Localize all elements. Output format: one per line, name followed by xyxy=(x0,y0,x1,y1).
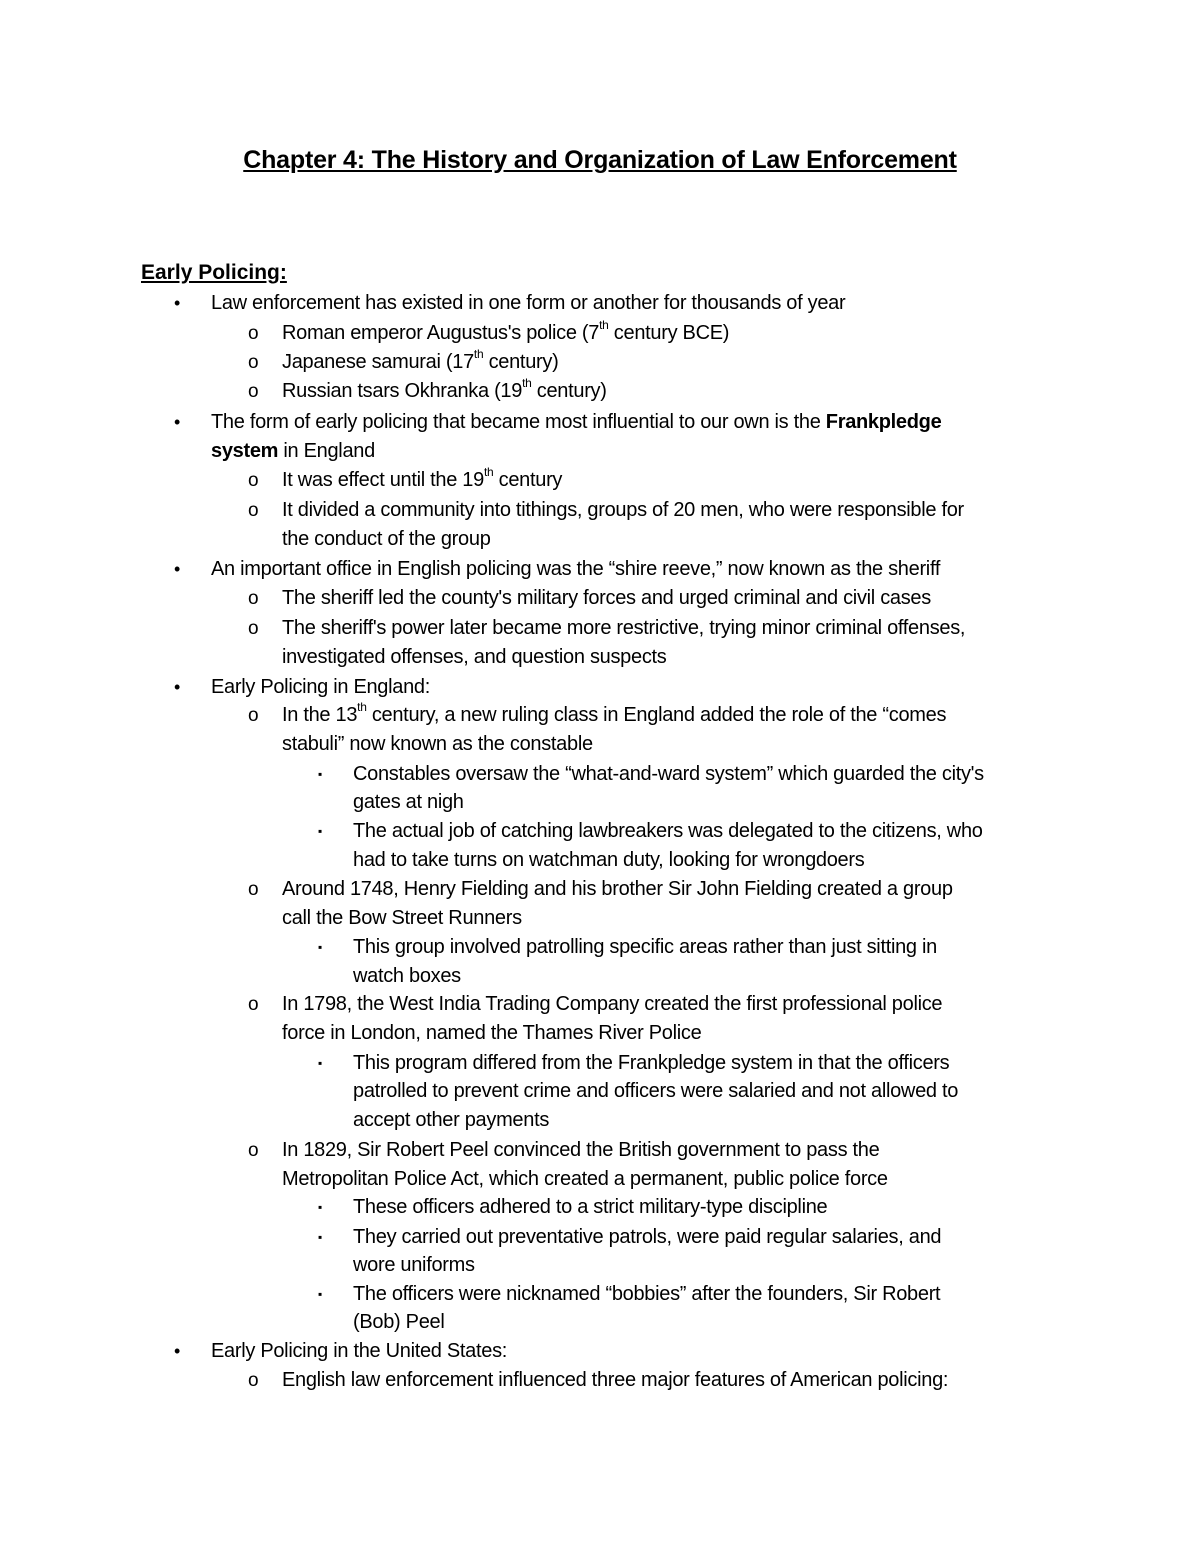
section-heading: Early Policing: xyxy=(141,261,287,284)
bullet-icon: • xyxy=(174,1341,181,1361)
list-item-continuation: system in England xyxy=(211,440,375,462)
circle-bullet-icon: o xyxy=(248,500,259,521)
list-item-continuation: accept other payments xyxy=(353,1109,550,1131)
circle-bullet-icon: o xyxy=(248,879,259,900)
square-bullet-icon: ▪ xyxy=(318,824,323,838)
list-item: Russian tsars Okhranka (19th century) xyxy=(282,376,607,402)
list-item: Roman emperor Augustus's police (7th century BCE) xyxy=(282,318,730,344)
list-item-continuation: gates at nigh xyxy=(353,791,464,813)
document-title: Chapter 4: The History and Organization of Law Enforcement xyxy=(243,146,957,174)
list-item: This program differed from the Frankpledge system in that the officers xyxy=(353,1052,950,1074)
list-item: Law enforcement has existed in one form or another for thousands of year xyxy=(211,292,846,314)
list-item-continuation: force in London, named the Thames River Police xyxy=(282,1022,702,1044)
list-item: These officers adhered to a strict military-type discipline xyxy=(353,1196,828,1218)
list-item: The actual job of catching lawbreakers was delegated to the citizens, who xyxy=(353,820,983,842)
square-bullet-icon: ▪ xyxy=(318,940,323,954)
list-item-continuation: watch boxes xyxy=(353,965,461,987)
list-item-continuation: (Bob) Peel xyxy=(353,1311,445,1333)
list-item-continuation: call the Bow Street Runners xyxy=(282,907,522,929)
list-item: English law enforcement influenced three major features of American policing: xyxy=(282,1369,949,1391)
list-item-continuation: the conduct of the group xyxy=(282,528,491,550)
list-item: They carried out preventative patrols, were paid regular salaries, and xyxy=(353,1226,942,1248)
circle-bullet-icon: o xyxy=(248,994,259,1015)
list-item: Around 1748, Henry Fielding and his brother Sir John Fielding created a group xyxy=(282,878,953,900)
list-item: In 1798, the West India Trading Company created the first professional police xyxy=(282,993,943,1015)
list-item: Early Policing in England: xyxy=(211,676,430,698)
circle-bullet-icon: o xyxy=(248,323,259,344)
circle-bullet-icon: o xyxy=(248,618,259,639)
square-bullet-icon: ▪ xyxy=(318,1230,323,1244)
circle-bullet-icon: o xyxy=(248,1370,259,1391)
bullet-icon: • xyxy=(174,293,181,313)
circle-bullet-icon: o xyxy=(248,352,259,373)
list-item: In the 13th century, a new ruling class in England added the role of the “comes xyxy=(282,700,947,726)
circle-bullet-icon: o xyxy=(248,470,259,491)
list-item: It divided a community into tithings, groups of 20 men, who were responsible for xyxy=(282,499,964,521)
bullet-icon: • xyxy=(174,412,181,432)
square-bullet-icon: ▪ xyxy=(318,1200,323,1214)
list-item-continuation: patrolled to prevent crime and officers were salaried and not allowed to xyxy=(353,1080,959,1102)
square-bullet-icon: ▪ xyxy=(318,1056,323,1070)
list-item-continuation: had to take turns on watchman duty, looking for wrongdoers xyxy=(353,849,865,871)
bullet-icon: • xyxy=(174,677,181,697)
circle-bullet-icon: o xyxy=(248,1140,259,1161)
list-item: Japanese samurai (17th century) xyxy=(282,347,559,373)
bullet-icon: • xyxy=(174,559,181,579)
list-item: In 1829, Sir Robert Peel convinced the British government to pass the xyxy=(282,1139,880,1161)
list-item: It was effect until the 19th century xyxy=(282,465,563,491)
list-item: This group involved patrolling specific areas rather than just sitting in xyxy=(353,936,937,958)
list-item: Early Policing in the United States: xyxy=(211,1340,508,1362)
list-item-continuation: wore uniforms xyxy=(353,1254,475,1276)
circle-bullet-icon: o xyxy=(248,705,259,726)
list-item: The officers were nicknamed “bobbies” after the founders, Sir Robert xyxy=(353,1283,941,1305)
list-item: The sheriff led the county's military forces and urged criminal and civil cases xyxy=(282,587,931,609)
list-item-continuation: Metropolitan Police Act, which created a permanent, public police force xyxy=(282,1168,888,1190)
list-item: Constables oversaw the “what-and-ward system” which guarded the city's xyxy=(353,763,984,785)
list-item-continuation: investigated offenses, and question suspects xyxy=(282,646,667,668)
square-bullet-icon: ▪ xyxy=(318,767,323,781)
circle-bullet-icon: o xyxy=(248,588,259,609)
square-bullet-icon: ▪ xyxy=(318,1287,323,1301)
list-item-continuation: stabuli” now known as the constable xyxy=(282,733,593,755)
list-item: An important office in English policing was the “shire reeve,” now known as the sheriff xyxy=(211,558,941,580)
list-item: The form of early policing that became most influential to our own is the Frankpledge xyxy=(211,411,942,433)
list-item: The sheriff's power later became more restrictive, trying minor criminal offenses, xyxy=(282,617,966,639)
circle-bullet-icon: o xyxy=(248,381,259,402)
